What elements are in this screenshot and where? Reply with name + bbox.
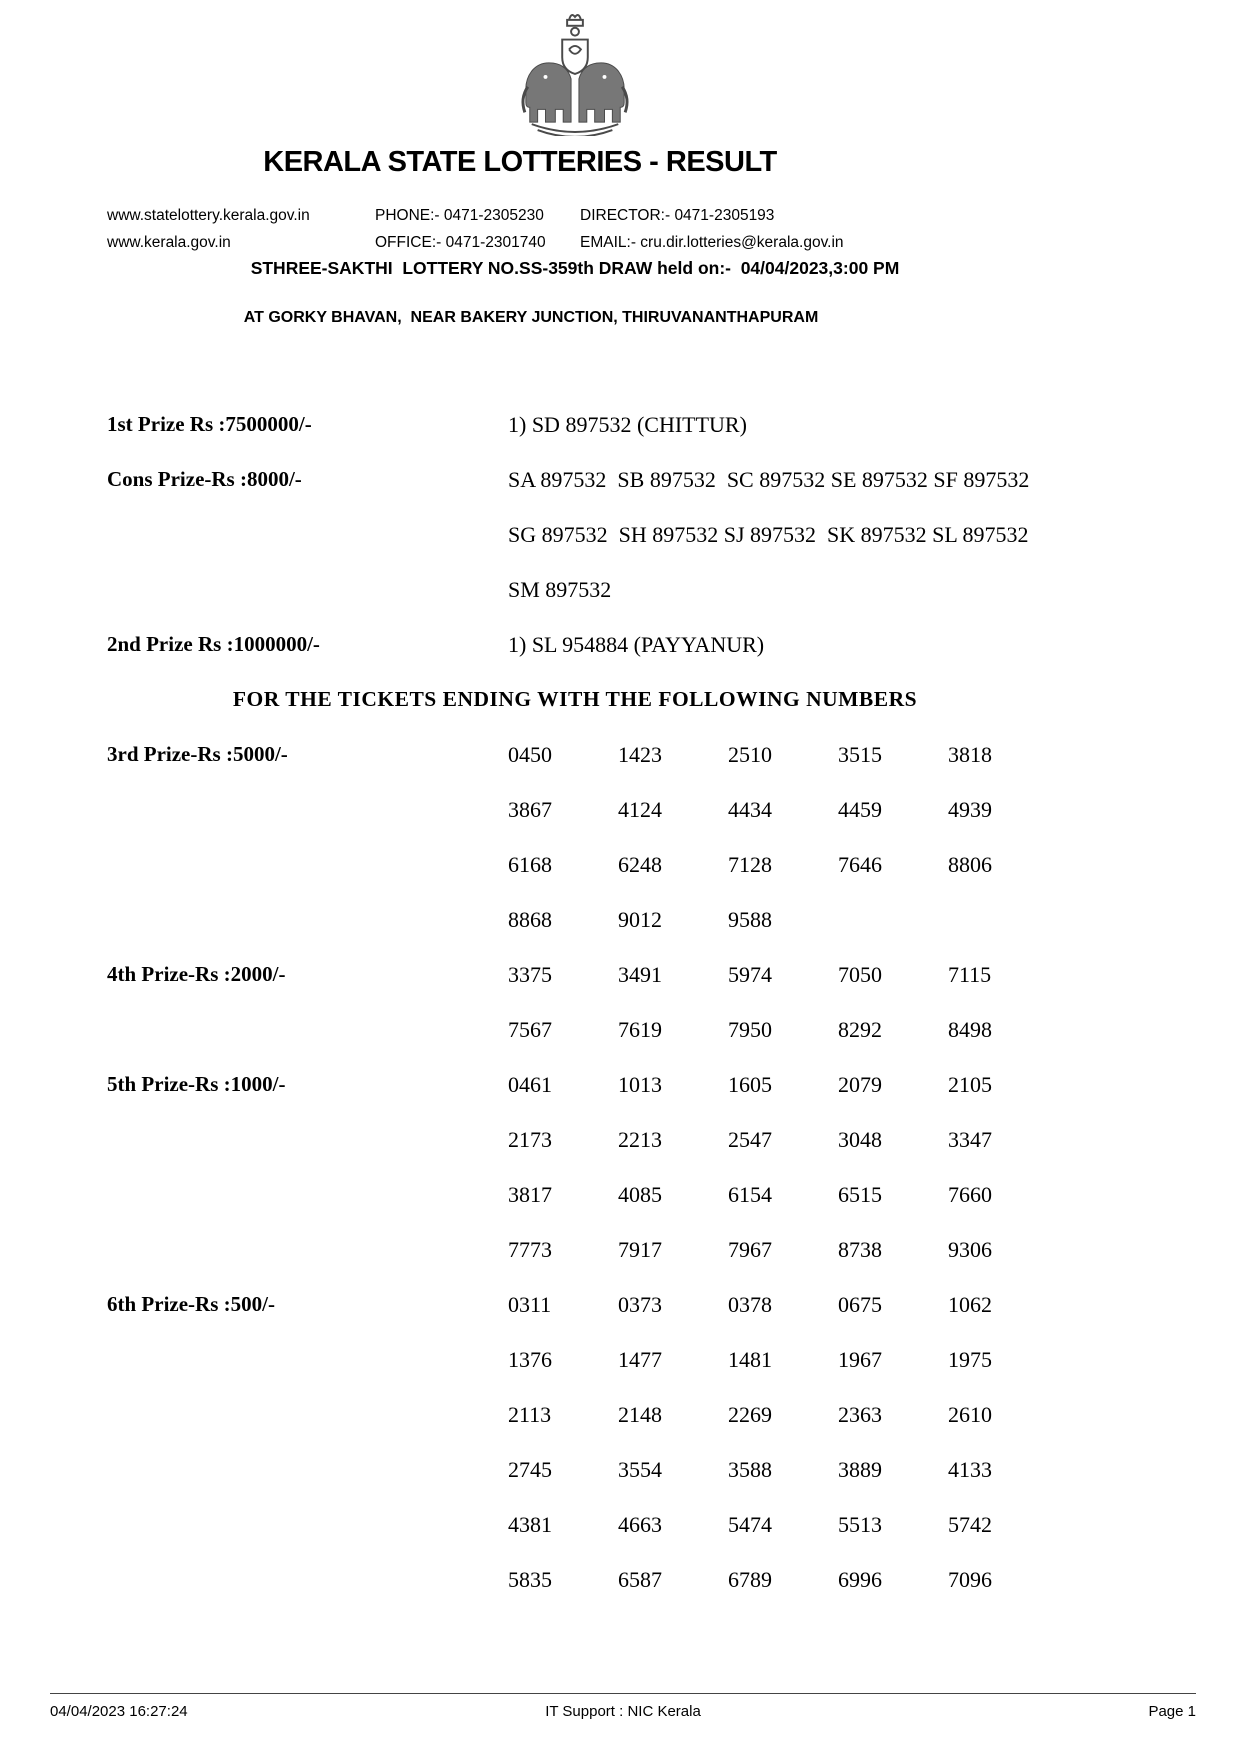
fifth-prize-label: 5th Prize-Rs :1000/- bbox=[107, 1072, 286, 1096]
ticket-number: 7115 bbox=[948, 962, 992, 987]
ticket-number: 2610 bbox=[948, 1402, 992, 1427]
ticket-number-row bbox=[508, 1277, 1058, 1332]
ticket-number: 3491 bbox=[618, 962, 662, 987]
ticket-number: 3554 bbox=[618, 1457, 662, 1482]
ticket-number: 7128 bbox=[728, 852, 772, 877]
prize-row-consolation bbox=[0, 452, 1241, 617]
ticket-number: 5835 bbox=[508, 1567, 552, 1592]
ticket-number: 3818 bbox=[948, 742, 992, 767]
ticket-number: 6587 bbox=[618, 1567, 662, 1592]
page-footer bbox=[50, 1693, 1196, 1720]
ticket-number: 4434 bbox=[728, 797, 772, 822]
ticket-number: 2105 bbox=[948, 1072, 992, 1097]
ticket-number: 3588 bbox=[728, 1457, 772, 1482]
ticket-number: 1013 bbox=[618, 1072, 662, 1097]
ticket-number: 6515 bbox=[838, 1182, 882, 1207]
prize-row-fourth bbox=[0, 947, 1241, 1057]
third-prize-numbers bbox=[508, 727, 1058, 947]
ticket-number-row bbox=[508, 782, 1058, 837]
ticket-number: 6154 bbox=[728, 1182, 772, 1207]
page-title: KERALA STATE LOTTERIES - RESULT bbox=[263, 146, 777, 178]
kerala-government-emblem-icon bbox=[516, 8, 634, 136]
ending-numbers-heading: FOR THE TICKETS ENDING WITH THE FOLLOWING NUMBERS bbox=[232, 687, 918, 711]
ticket-number: 7096 bbox=[948, 1567, 992, 1592]
ticket-number: 7567 bbox=[508, 1017, 552, 1042]
ticket-number: 7917 bbox=[618, 1237, 662, 1262]
ticket-number: 1062 bbox=[948, 1292, 992, 1317]
ticket-number: 0378 bbox=[728, 1292, 772, 1317]
ticket-number: 7950 bbox=[728, 1017, 772, 1042]
ticket-number: 2213 bbox=[618, 1127, 662, 1152]
prize-row-sixth bbox=[0, 1277, 1241, 1607]
ticket-number: 3048 bbox=[838, 1127, 882, 1152]
ticket-number: 8292 bbox=[838, 1017, 882, 1042]
ticket-number: 4133 bbox=[948, 1457, 992, 1482]
second-prize-label: 2nd Prize Rs :1000000/- bbox=[107, 632, 320, 656]
ticket-number: 2745 bbox=[508, 1457, 552, 1482]
ticket-number-row bbox=[508, 1002, 1058, 1057]
ticket-number-row bbox=[508, 1552, 1058, 1607]
ticket-number: 0675 bbox=[838, 1292, 882, 1317]
ticket-number: 1975 bbox=[948, 1347, 992, 1372]
ticket-number: 3375 bbox=[508, 962, 552, 987]
winning-number-line: SG 897532 SH 897532 SJ 897532 SK 897532 SL 897532 bbox=[508, 522, 1029, 547]
ticket-number-row bbox=[508, 892, 1058, 947]
ticket-number: 5974 bbox=[728, 962, 772, 987]
ticket-number: 3817 bbox=[508, 1182, 552, 1207]
ticket-number: 4459 bbox=[838, 797, 882, 822]
ticket-number: 2510 bbox=[728, 742, 772, 767]
ticket-number: 5742 bbox=[948, 1512, 992, 1537]
footer-support: IT Support : NIC Kerala bbox=[545, 1703, 701, 1720]
emblem-wrap bbox=[0, 0, 1150, 136]
winning-number-line: 1) SL 954884 (PAYYANUR) bbox=[508, 632, 765, 657]
ticket-number: 2113 bbox=[508, 1402, 552, 1427]
ticket-number-row bbox=[508, 837, 1058, 892]
ticket-number: 1423 bbox=[618, 742, 662, 767]
ticket-number: 0373 bbox=[618, 1292, 662, 1317]
ticket-number-row bbox=[508, 1112, 1058, 1167]
ticket-number-row bbox=[508, 1497, 1058, 1552]
ticket-number: 7050 bbox=[838, 962, 882, 987]
first-prize-value bbox=[508, 397, 747, 452]
ticket-number: 3515 bbox=[838, 742, 882, 767]
ticket-number: 4124 bbox=[618, 797, 662, 822]
ticket-number: 3867 bbox=[508, 797, 552, 822]
draw-venue-line: AT GORKY BHAVAN, NEAR BAKERY JUNCTION, THIRUVANANTHAPURAM bbox=[243, 309, 819, 326]
ticket-number-row bbox=[508, 1332, 1058, 1387]
ticket-number: 4939 bbox=[948, 797, 992, 822]
fourth-prize-numbers bbox=[508, 947, 1058, 1057]
ticket-number: 7619 bbox=[618, 1017, 662, 1042]
ticket-number: 1481 bbox=[728, 1347, 772, 1372]
ticket-number: 0450 bbox=[508, 742, 552, 767]
ticket-number: 9012 bbox=[618, 907, 662, 932]
consolation-prize-value bbox=[508, 452, 1029, 617]
consolation-prize-label: Cons Prize-Rs :8000/- bbox=[107, 467, 302, 491]
ticket-number: 9306 bbox=[948, 1237, 992, 1262]
footer-page-number: Page 1 bbox=[1148, 1703, 1196, 1720]
ticket-number: 9588 bbox=[728, 907, 772, 932]
phone-number: PHONE:- 0471-2305230 bbox=[375, 207, 544, 224]
ticket-number: 2173 bbox=[508, 1127, 552, 1152]
ticket-number: 2363 bbox=[838, 1402, 882, 1427]
ticket-number: 1605 bbox=[728, 1072, 772, 1097]
ticket-number: 4085 bbox=[618, 1182, 662, 1207]
ticket-number: 5474 bbox=[728, 1512, 772, 1537]
winning-number-line: 1) SD 897532 (CHITTUR) bbox=[508, 412, 747, 437]
draw-info-line: STHREE-SAKTHI LOTTERY NO.SS-359th DRAW held on:- 04/04/2023,3:00 PM bbox=[250, 258, 900, 278]
ticket-number: 2148 bbox=[618, 1402, 662, 1427]
ticket-number: 8498 bbox=[948, 1017, 992, 1042]
ticket-number: 0461 bbox=[508, 1072, 552, 1097]
ticket-number: 1967 bbox=[838, 1347, 882, 1372]
winning-number-line: SA 897532 SB 897532 SC 897532 SE 897532 SF 897532 bbox=[508, 467, 1030, 492]
ticket-number: 7660 bbox=[948, 1182, 992, 1207]
ticket-number: 4381 bbox=[508, 1512, 552, 1537]
ticket-number: 3347 bbox=[948, 1127, 992, 1152]
ticket-number: 7773 bbox=[508, 1237, 552, 1262]
office-number: OFFICE:- 0471-2301740 bbox=[375, 234, 546, 251]
ticket-number: 7967 bbox=[728, 1237, 772, 1262]
sixth-prize-label: 6th Prize-Rs :500/- bbox=[107, 1292, 275, 1316]
winning-number-line: SM 897532 bbox=[508, 577, 612, 602]
ticket-number: 0311 bbox=[508, 1292, 552, 1317]
ticket-number: 6168 bbox=[508, 852, 552, 877]
ticket-number: 1477 bbox=[618, 1347, 662, 1372]
ticket-number-row bbox=[508, 1442, 1058, 1497]
ticket-number-row bbox=[508, 947, 1058, 1002]
ticket-number-row bbox=[508, 1387, 1058, 1442]
ticket-number: 2547 bbox=[728, 1127, 772, 1152]
contact-info bbox=[107, 204, 1241, 255]
ticket-number-row bbox=[508, 1222, 1058, 1277]
ticket-number: 2269 bbox=[728, 1402, 772, 1427]
ticket-number-row bbox=[508, 1057, 1058, 1112]
email-address: EMAIL:- cru.dir.lotteries@kerala.gov.in bbox=[580, 234, 844, 251]
ticket-number: 5513 bbox=[838, 1512, 882, 1537]
fifth-prize-numbers bbox=[508, 1057, 1058, 1277]
fourth-prize-label: 4th Prize-Rs :2000/- bbox=[107, 962, 286, 986]
prize-row-first bbox=[0, 397, 1241, 452]
prize-row-fifth bbox=[0, 1057, 1241, 1277]
website-primary: www.statelottery.kerala.gov.in bbox=[107, 207, 310, 224]
second-prize-value bbox=[508, 617, 764, 672]
ticket-number: 8738 bbox=[838, 1237, 882, 1262]
third-prize-label: 3rd Prize-Rs :5000/- bbox=[107, 742, 288, 766]
prize-row-third bbox=[0, 727, 1241, 947]
ticket-number: 6248 bbox=[618, 852, 662, 877]
ticket-number-row bbox=[508, 727, 1058, 782]
ticket-number: 7646 bbox=[838, 852, 882, 877]
prize-row-second bbox=[0, 617, 1241, 672]
ticket-number: 3889 bbox=[838, 1457, 882, 1482]
website-secondary: www.kerala.gov.in bbox=[107, 234, 231, 251]
ticket-number: 6789 bbox=[728, 1567, 772, 1592]
director-number: DIRECTOR:- 0471-2305193 bbox=[580, 207, 775, 224]
sixth-prize-numbers bbox=[508, 1277, 1058, 1607]
ticket-number-row bbox=[508, 1167, 1058, 1222]
ticket-number: 1376 bbox=[508, 1347, 552, 1372]
footer-timestamp: 04/04/2023 16:27:24 bbox=[50, 1703, 188, 1720]
ticket-number: 2079 bbox=[838, 1072, 882, 1097]
ticket-number: 4663 bbox=[618, 1512, 662, 1537]
ticket-number: 6996 bbox=[838, 1567, 882, 1592]
prize-results bbox=[0, 397, 1241, 1607]
ticket-number: 8868 bbox=[508, 907, 552, 932]
first-prize-label: 1st Prize Rs :7500000/- bbox=[107, 412, 312, 436]
ticket-number: 8806 bbox=[948, 852, 992, 877]
